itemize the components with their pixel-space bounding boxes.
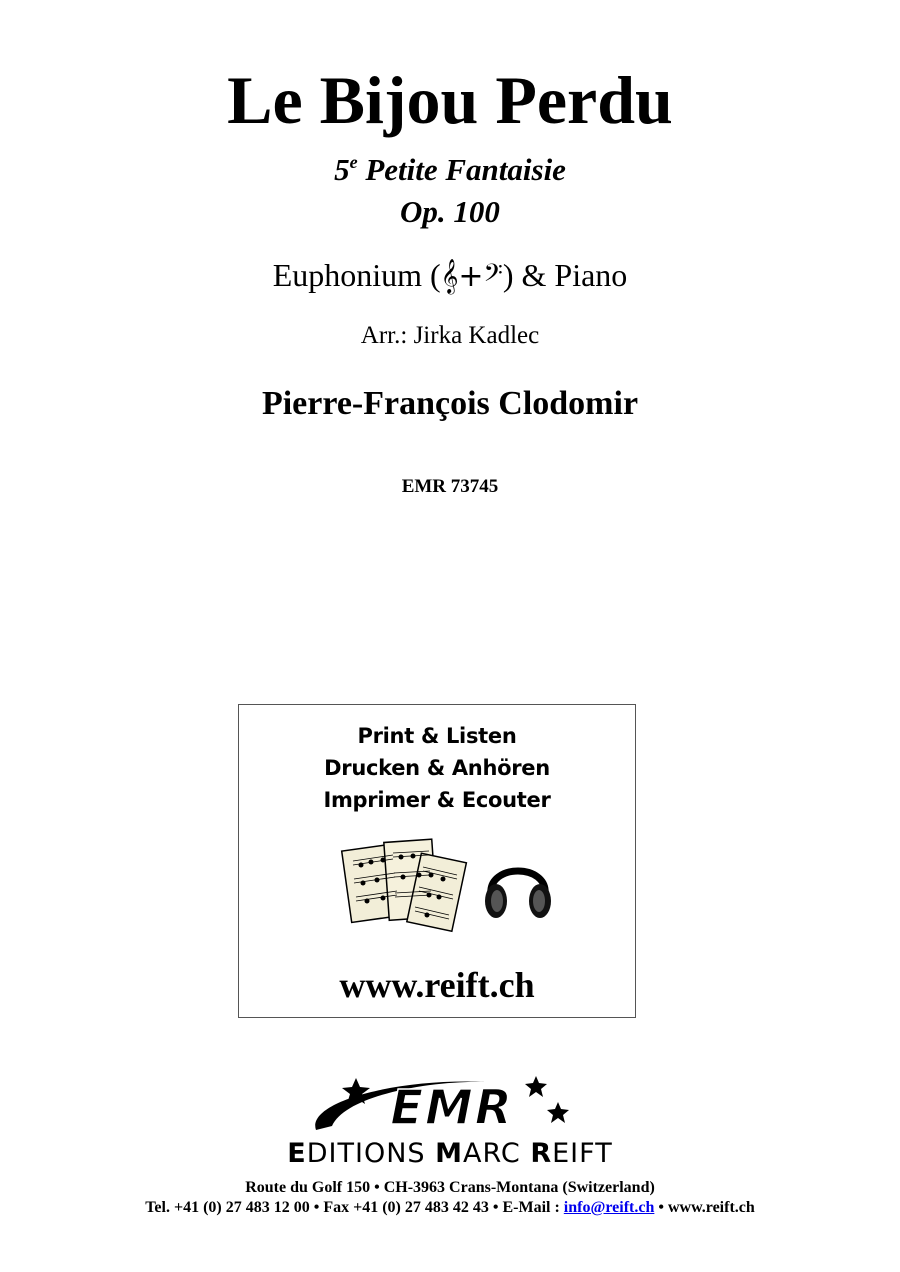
subtitle-text: Petite Fantaisie	[357, 152, 566, 187]
print-listen-box	[238, 704, 636, 1018]
contact-website: • www.reift.ch	[654, 1199, 755, 1216]
promo-website[interactable]: www.reift.ch	[339, 965, 535, 1005]
promo-line-french: Imprimer & Ecouter	[323, 788, 551, 812]
subtitle-number: 5	[334, 152, 350, 187]
arranger: Arr.: Jirka Kadlec	[360, 322, 540, 349]
promo-line-german: Drucken & Anhören	[324, 756, 550, 780]
instrumentation	[0, 256, 900, 296]
publisher-name-initial-2: M	[435, 1138, 463, 1169]
publisher-name-part-3: EIFT	[552, 1138, 613, 1169]
clefs-icon: 𝄞+𝄢	[440, 259, 503, 294]
subtitle	[0, 152, 900, 188]
composer: Pierre-François Clodomir	[261, 385, 639, 422]
subtitle-superscript: e	[349, 152, 358, 172]
title: Le Bijou Perdu	[227, 62, 673, 138]
promo-line-english: Print & Listen	[357, 724, 517, 748]
contact-phone-fax: Tel. +41 (0) 27 483 12 00 • Fax +41 (0) 27 483 42 43 • E-Mail :	[145, 1199, 564, 1216]
publisher-name-part-1: DITIONS	[306, 1138, 436, 1169]
instrumentation-before: Euphonium (	[272, 257, 441, 293]
publisher-address: Route du Golf 150 • CH-3963 Crans-Montana (Switzerland)	[245, 1179, 655, 1196]
headphones-icon	[483, 845, 553, 925]
publisher-name-initial-3: R	[530, 1138, 553, 1169]
instrumentation-after: ) & Piano	[502, 257, 628, 293]
email-link[interactable]: info@reift.ch	[563, 1199, 655, 1216]
sheet-music-icon	[339, 837, 469, 937]
publisher-contact	[0, 1198, 900, 1218]
catalog-number: EMR 73745	[401, 476, 499, 497]
publisher-name-initial-1: E	[287, 1138, 307, 1169]
opus-number: Op. 100	[400, 194, 500, 229]
publisher-name	[0, 1138, 900, 1170]
emr-logo-text: EMR	[390, 1080, 514, 1136]
publisher-name-part-2: ARC	[463, 1138, 531, 1169]
